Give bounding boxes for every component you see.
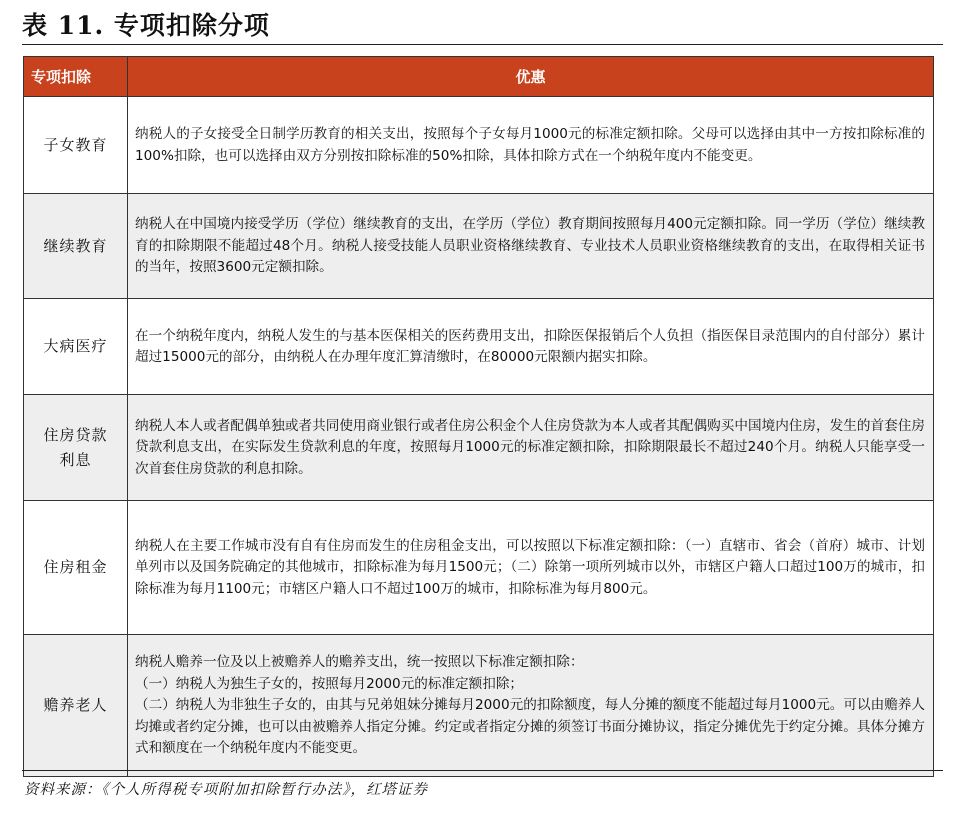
table-row [24, 299, 934, 395]
footer-divider [22, 770, 943, 771]
description-cell: 纳税人的子女接受全日制学历教育的相关支出，按照每个子女每月1000元的标准定额扣除。父母可以选择由其中一方按扣除标准的100%扣除，也可以选择由双方分别按扣除标准的50%扣除，具体扣除方式在一个纳税年度内不能变更。 [128, 97, 934, 194]
table-row [24, 501, 934, 635]
table-row [24, 635, 934, 777]
category-cell: 大病医疗 [24, 299, 128, 395]
header-category: 专项扣除 [24, 57, 128, 97]
description-cell: 在一个纳税年度内，纳税人发生的与基本医保相关的医药费用支出，扣除医保报销后个人负担（指医保目录范围内的自付部分）累计超过15000元的部分，由纳税人在办理年度汇算清缴时，在80000元限额内据实扣除。 [128, 299, 934, 395]
source-note: 资料来源：《个人所得税专项附加扣除暂行办法》，红塔证券 [24, 782, 428, 798]
header-benefit: 优惠 [128, 57, 934, 97]
table-header-row [24, 57, 934, 97]
category-cell: 住房租金 [24, 501, 128, 635]
table-row [24, 97, 934, 194]
category-cell: 继续教育 [24, 194, 128, 299]
description-line: （一）纳税人为独生子女的，按照每月2000元的标准定额扣除； [135, 675, 524, 692]
description-cell: 纳税人在主要工作城市没有自有住房而发生的住房租金支出，可以按照以下标准定额扣除：（一）直辖市、省会（首府）城市、计划单列市以及国务院确定的其他城市，扣除标准为每月1500元；（二）除第一项所列城市以外，市辖区户籍人口超过100万的城市，扣除标准为每月1100元；市辖区户籍人口不超过100万的城市，扣除标准为每月800元。 [128, 501, 934, 635]
description-line: （二）纳税人为非独生子女的，由其与兄弟姐妹分摊每月2000元的扣除额度，每人分摊的额度不能超过每月1000元。可以由赡养人均摊或者约定分摊，也可以由被赡养人指定分摊。约定或者指定分摊的须签订书面分摊协议，指定分摊优先于约定分摊。具体分摊方式和额度在一个纳税年度内不能变更。 [135, 697, 925, 757]
category-cell: 赡养老人 [24, 635, 128, 777]
title-divider [22, 44, 943, 45]
table-title: 表 11. 专项扣除分项 [22, 11, 270, 40]
table-row [24, 395, 934, 501]
category-cell: 住房贷款利息 [24, 395, 128, 501]
description-cell [128, 635, 934, 777]
description-line: 纳税人赡养一位及以上被赡养人的赡养支出，统一按照以下标准定额扣除： [135, 654, 584, 671]
description-cell: 纳税人本人或者配偶单独或者共同使用商业银行或者住房公积金个人住房贷款为本人或者其配偶购买中国境内住房，发生的首套住房贷款利息支出，在实际发生贷款利息的年度，按照每月1000元的标准定额扣除，扣除期限最长不超过240个月。纳税人只能享受一次首套住房贷款的利息扣除。 [128, 395, 934, 501]
table-row [24, 194, 934, 299]
category-cell: 子女教育 [24, 97, 128, 194]
deduction-table [23, 56, 934, 777]
description-cell: 纳税人在中国境内接受学历（学位）继续教育的支出，在学历（学位）教育期间按照每月400元定额扣除。同一学历（学位）继续教育的扣除期限不能超过48个月。纳税人接受技能人员职业资格继续教育、专业技术人员职业资格继续教育的支出，在取得相关证书的当年，按照3600元定额扣除。 [128, 194, 934, 299]
